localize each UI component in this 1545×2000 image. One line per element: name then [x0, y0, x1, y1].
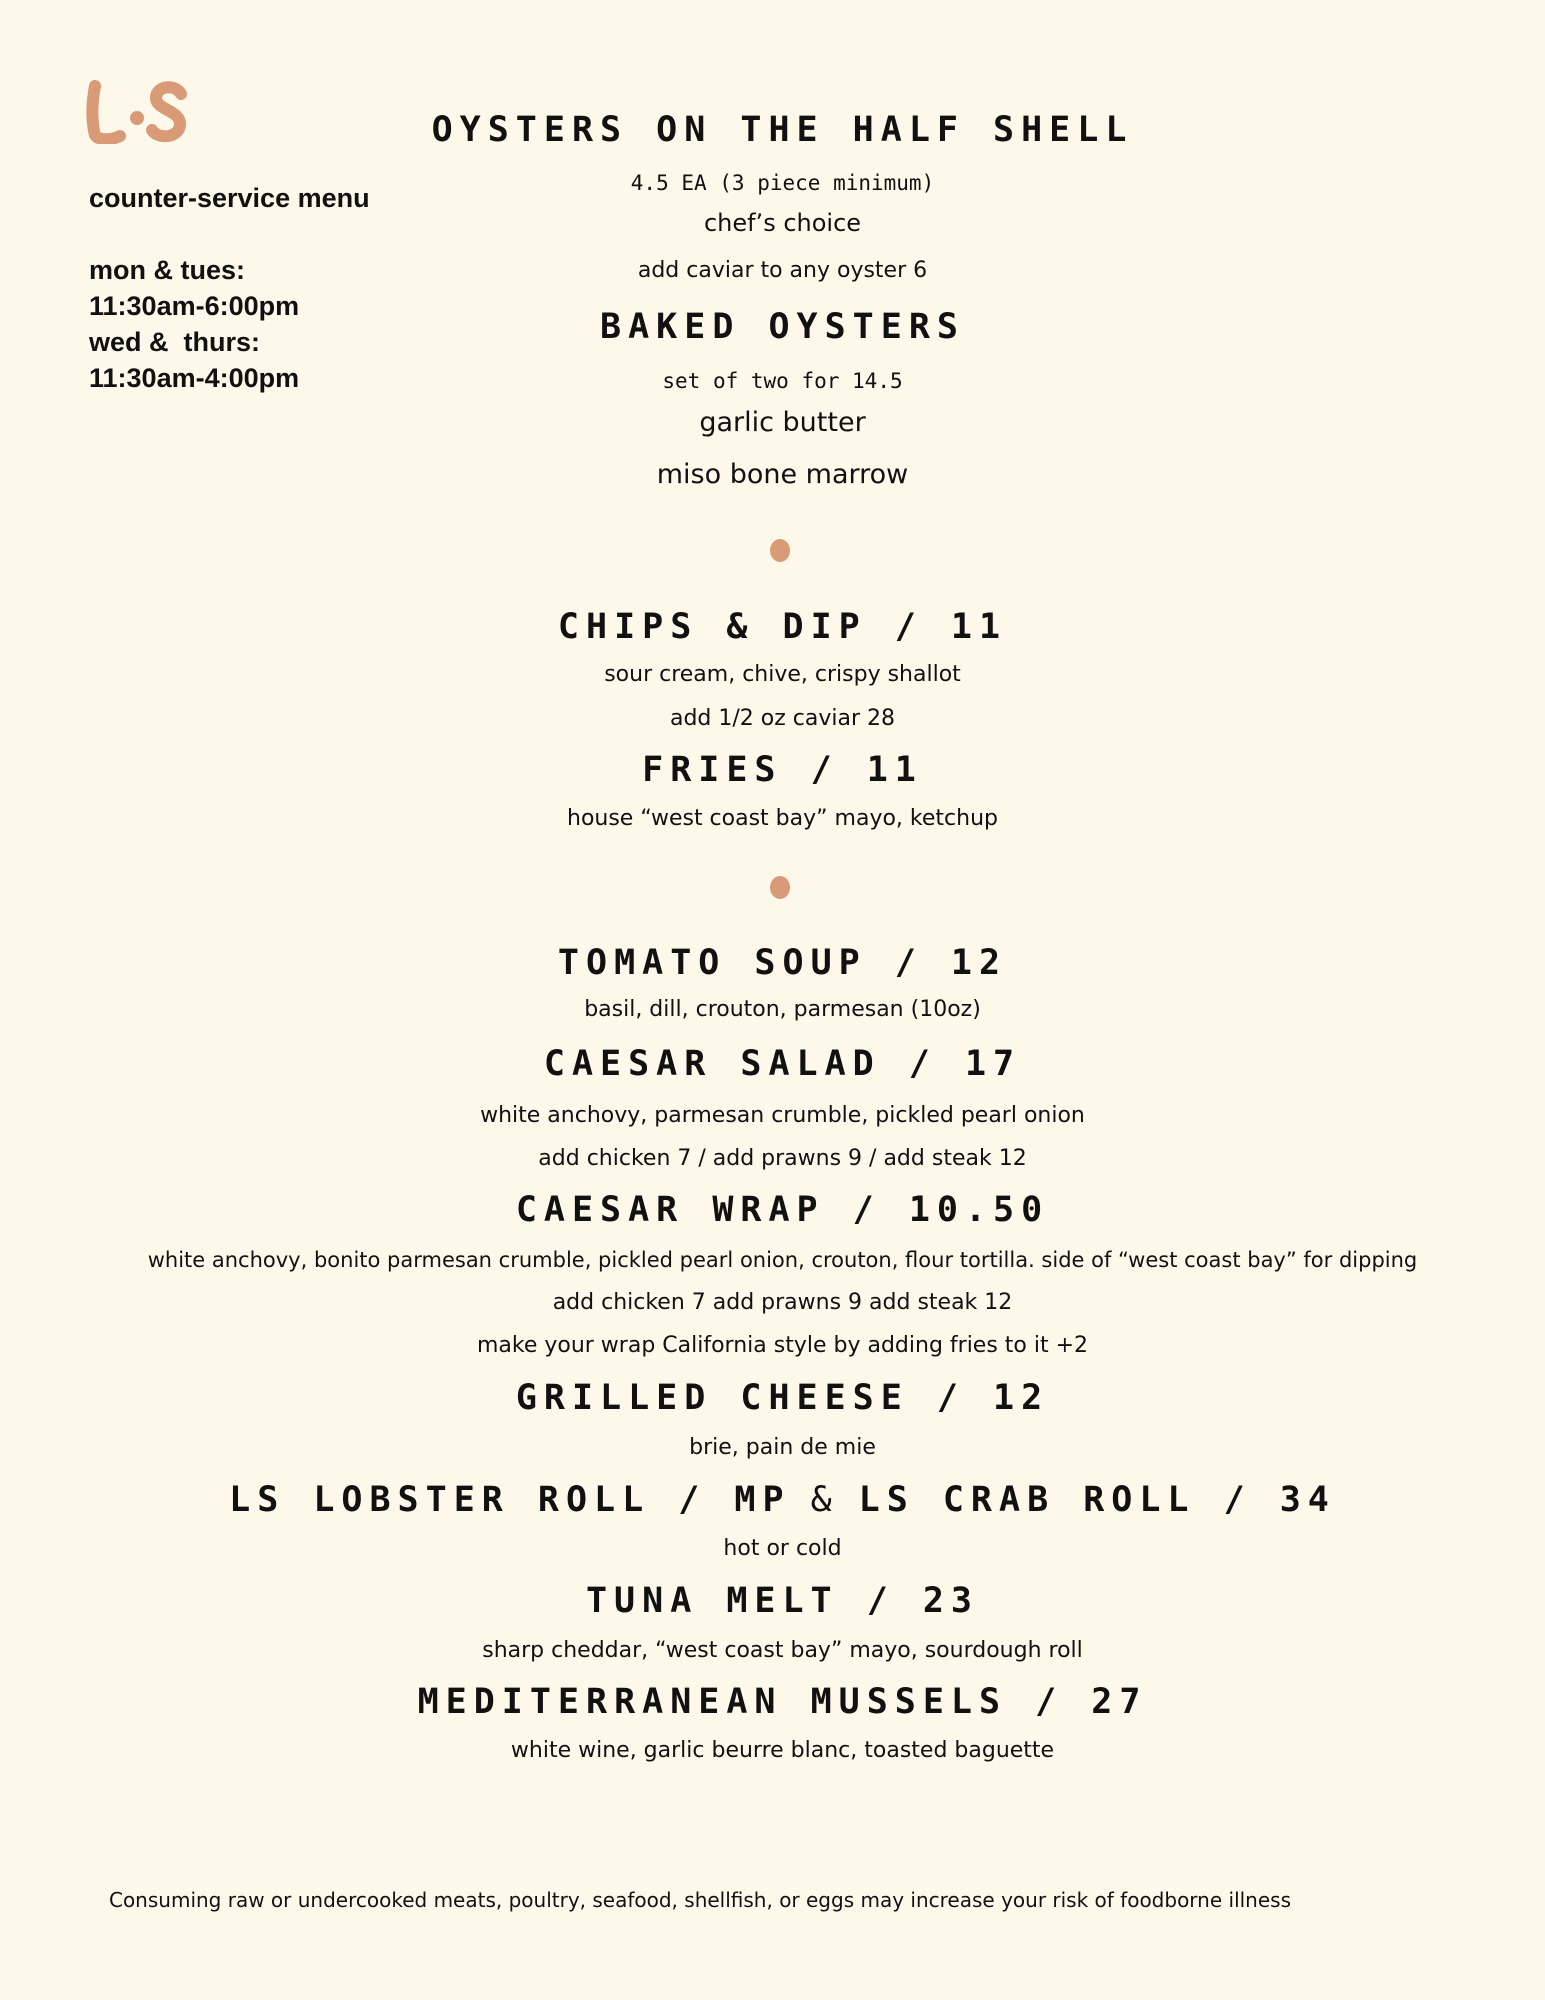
food-safety-disclaimer: Consuming raw or undercooked meats, poultry, seafood, shellfish, or eggs may increase your risk of foodborne illness: [108, 1888, 1292, 1912]
oysters-heading: OYSTERS ON THE HALF SHELL: [431, 110, 1134, 150]
caesar-wrap-addon: add chicken 7 add prawns 9 add steak 12: [552, 1290, 1013, 1315]
fries-desc: house “west coast bay” mayo, ketchup: [567, 806, 998, 831]
oysters-price: 4.5 EA (3 piece minimum): [630, 171, 935, 195]
hours-line: wed & thurs:: [89, 327, 261, 357]
crab-roll-title: LS CRAB ROLL / 34: [858, 1480, 1336, 1520]
tuna-melt-heading: TUNA MELT / 23: [585, 1581, 979, 1621]
tomato-soup-heading: TOMATO SOUP / 12: [557, 943, 1008, 983]
ampersand: &: [810, 1480, 839, 1520]
rolls-desc: hot or cold: [723, 1536, 842, 1561]
mussels-desc: white wine, garlic beurre blanc, toasted baguette: [510, 1738, 1055, 1763]
caesar-salad-desc: white anchovy, parmesan crumble, pickled pearl onion: [480, 1103, 1085, 1128]
lobster-roll-title: LS LOBSTER ROLL / MP: [229, 1480, 791, 1520]
oysters-desc: chef’s choice: [703, 209, 862, 237]
caesar-wrap-desc: white anchovy, bonito parmesan crumble, pickled pearl onion, crouton, flour tortilla. side of “west coast bay” for dipping: [147, 1248, 1418, 1272]
rolls-heading: [0, 1478, 1545, 1522]
baked-oysters-option: garlic butter: [699, 407, 866, 438]
hours-line: 11:30am-4:00pm: [89, 363, 300, 393]
grilled-cheese-heading: GRILLED CHEESE / 12: [515, 1378, 1050, 1418]
chips-heading: CHIPS & DIP / 11: [557, 607, 1008, 647]
baked-oysters-heading: BAKED OYSTERS: [600, 307, 965, 347]
grilled-cheese-desc: brie, pain de mie: [689, 1435, 876, 1460]
section-divider-dot: [770, 539, 790, 562]
tomato-soup-desc: basil, dill, crouton, parmesan (10oz): [584, 997, 981, 1022]
chips-desc: sour cream, chive, crispy shallot: [604, 662, 961, 687]
section-divider-dot: [770, 876, 790, 899]
baked-oysters-option: miso bone marrow: [656, 459, 909, 490]
hours-line: mon & tues:: [89, 255, 246, 285]
oysters-addon: add caviar to any oyster 6: [637, 258, 928, 283]
caesar-wrap-heading: CAESAR WRAP / 10.50: [515, 1190, 1050, 1230]
tuna-melt-desc: sharp cheddar, “west coast bay” mayo, sourdough roll: [482, 1638, 1083, 1663]
hours-line: 11:30am-6:00pm: [89, 291, 300, 321]
caesar-wrap-note: make your wrap California style by adding fries to it +2: [476, 1333, 1089, 1358]
chips-addon: add 1/2 oz caviar 28: [669, 706, 896, 731]
mussels-heading: MEDITERRANEAN MUSSELS / 27: [417, 1682, 1148, 1722]
baked-oysters-price: set of two for 14.5: [662, 369, 903, 393]
caesar-salad-addon: add chicken 7 / add prawns 9 / add steak 12: [538, 1146, 1027, 1171]
menu-type-label: counter-service menu: [89, 183, 370, 213]
fries-heading: FRIES / 11: [642, 750, 923, 790]
caesar-salad-heading: CAESAR SALAD / 17: [543, 1044, 1022, 1084]
